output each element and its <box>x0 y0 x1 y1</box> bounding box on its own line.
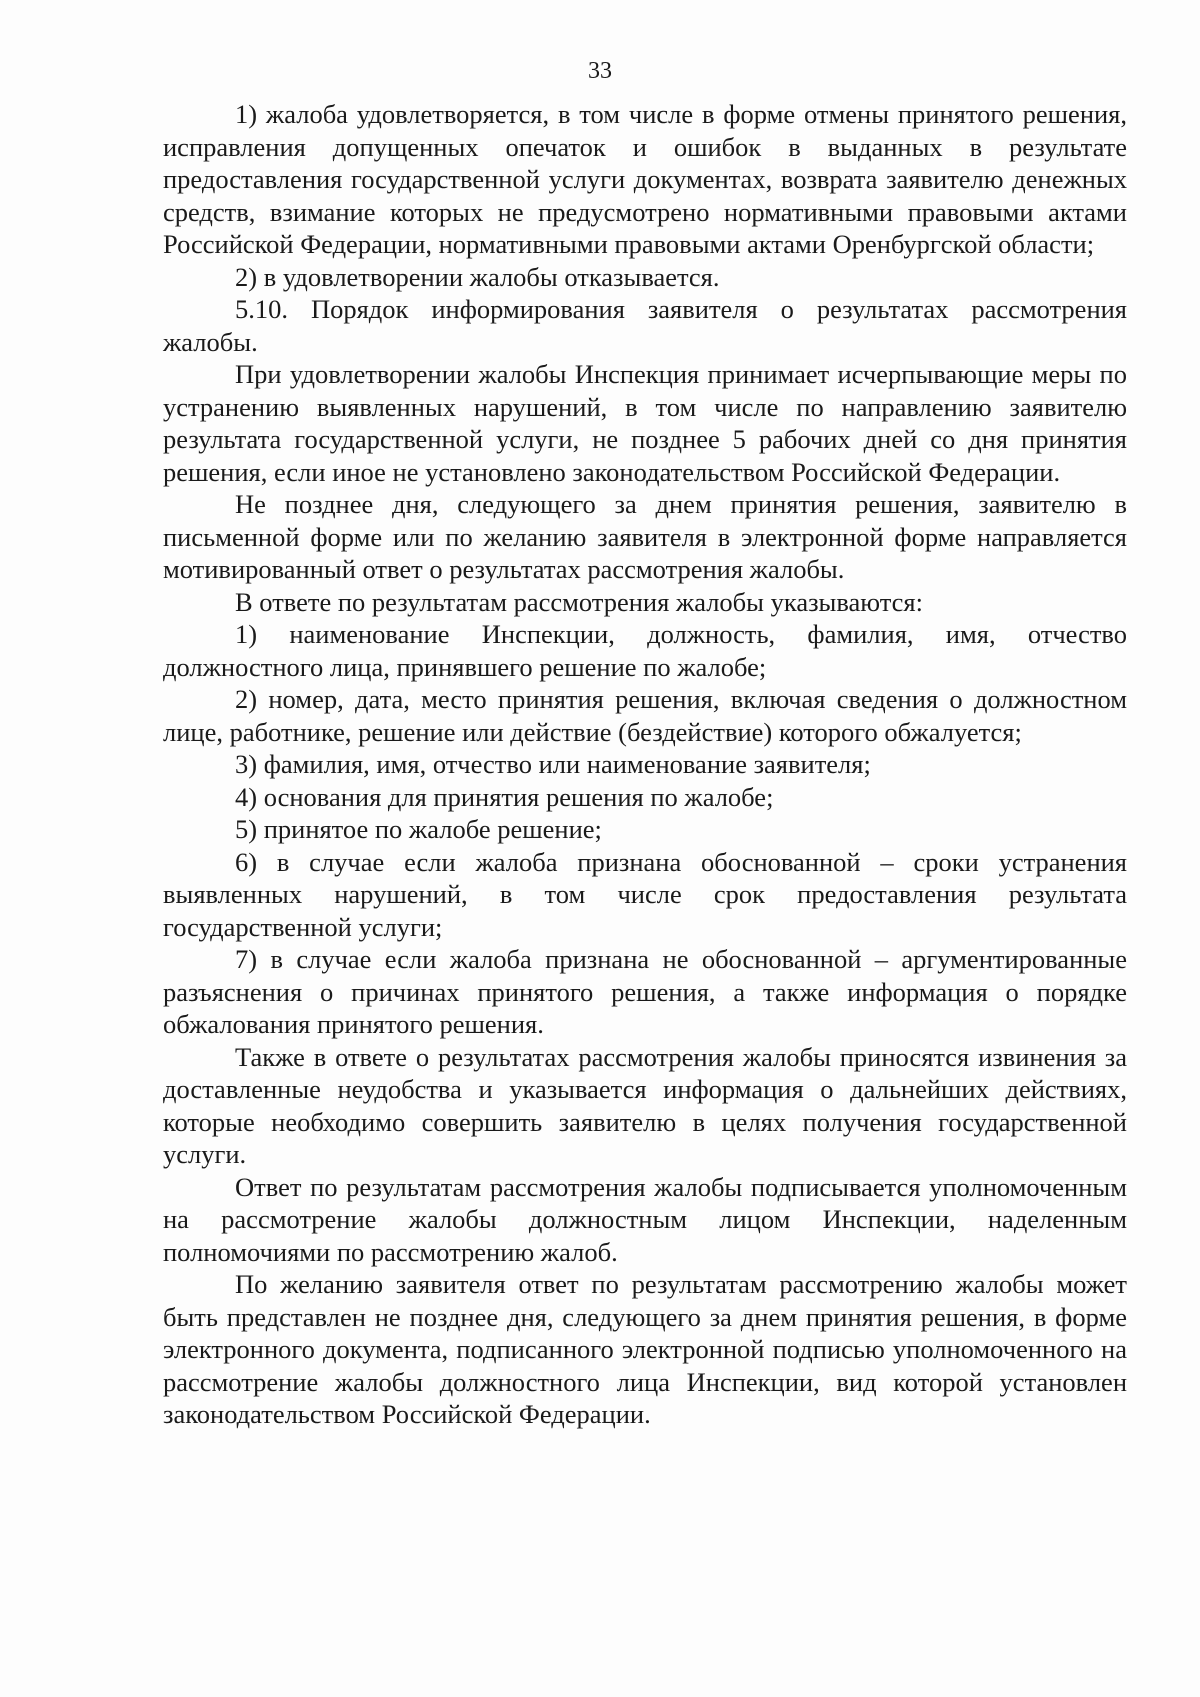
paragraph-list-item-5: 5) принятое по жалобе решение; <box>235 814 602 844</box>
paragraph-list-item-6: 6) в случае если жалоба признана обоснованной – сроки устранения выявленных нарушений, в том числе срок предоставления результата государственной услуги; <box>163 846 1127 942</box>
page-number: 33 <box>588 58 612 84</box>
paragraph-list-item-4: 4) основания для принятия решения по жалобе; <box>235 781 774 812</box>
paragraph-electronic-response: По желанию заявителя ответ по результатам рассмотрению жалобы может быть представлен не позднее дня, следующего за днем принятия решения, в форме электронного документа, подписанного электронной подписью уполномоченного на рассмотрение жалобы должностного лица Инспекции, вид которой установлен законодательством Российской Федерации. <box>163 1269 1127 1429</box>
document-body <box>163 98 1127 1431</box>
paragraph-list-item-7: 7) в случае если жалоба признана не обоснованной – аргументированные разъяснения о причинах принятого решения, а также информация о порядке обжалования принятого решения. <box>163 944 1127 1039</box>
paragraph-list-item-1: 1) наименование Инспекции, должность, фамилия, имя, отчество должностного лица, принявшего решение по жалобе; <box>163 619 1127 682</box>
paragraph-satisfaction-measures: При удовлетворении жалобы Инспекция принимает исчерпывающие меры по устранению выявленных нарушений, в том числе по направлению заявителю результата государственной услуги, не позднее 5 рабочих дней со дня принятия решения, если иное не установлено законодательством Российской Федерации. <box>163 359 1127 487</box>
paragraph-apology: Также в ответе о результатах рассмотрения жалобы приносятся извинения за доставленные неудобства и указывается информация о дальнейших действиях, которые необходимо совершить заявителю в целях получения государственной услуги. <box>163 1041 1127 1169</box>
paragraph-response-deadline: Не позднее дня, следующего за днем принятия решения, заявителю в письменной форме или по желанию заявителя в электронной форме направляется мотивированный ответ о результатах рассмотрения жалобы. <box>163 489 1127 584</box>
paragraph-list-item-3: 3) фамилия, имя, отчество или наименование заявителя; <box>235 749 871 779</box>
paragraph-section-5-10-heading: 5.10. Порядок информирования заявителя о результатах рассмотрения жалобы. <box>163 294 1127 357</box>
paragraph-response-signing: Ответ по результатам рассмотрения жалобы подписывается уполномоченным на рассмотрение жалобы должностным лицом Инспекции, наделенным полномочиями по рассмотрению жалоб. <box>163 1171 1127 1267</box>
paragraph-item-2-refused: 2) в удовлетворении жалобы отказывается. <box>235 261 720 292</box>
paragraph-response-contents-intro: В ответе по результатам рассмотрения жалобы указываются: <box>235 586 923 617</box>
paragraph-item-1-satisfied: 1) жалоба удовлетворяется, в том числе в форме отмены принятого решения, исправления допущенных опечаток и ошибок в выданных в результате предоставления государственной услуги документах, возврата заявителю денежных средств, взимание которых не предусмотрено нормативными правовыми актами Российской Федерации, нормативными правовыми актами Оренбургской области; <box>163 99 1127 259</box>
paragraph-list-item-2: 2) номер, дата, место принятия решения, включая сведения о должностном лице, работнике, решение или действие (бездействие) которого обжалуется; <box>163 684 1127 747</box>
